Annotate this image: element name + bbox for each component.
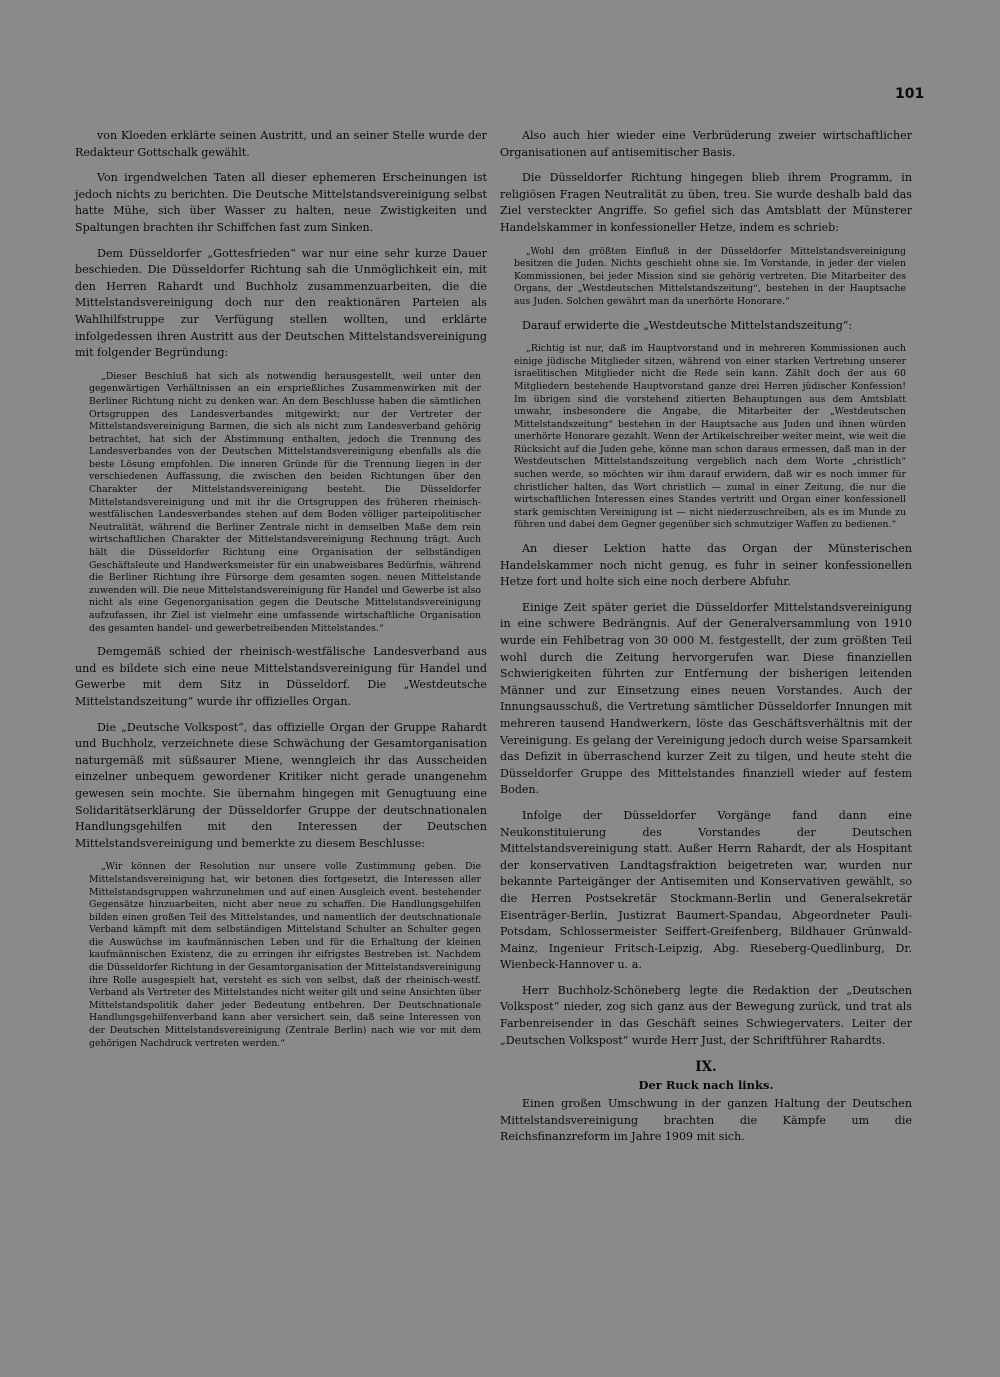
block-quote: „Wir können der Resolution nur unsere volle Zustimmung geben. Die Mittelstandsvereinigung hat, wir betonen dies fortgesetzt, die Interessen aller Mittelstandsgruppen wahrzunehmen und auf einen Ausgleich event. bestehender Gegensätze hinzuarbeiten, nicht aber neue zu schaffen. Die Handlungsgehilfen bilden einen großen Teil des Mittelstandes, und namentlich der deutschnationale Verband kämpft mit dem selbständigen Mittelstand Schulter an Schulter gegen die Auswüchse im kaufmännischen Leben und für die Erhaltung der kleinen kaufmännischen Existenz, die zu erringen ihr eifrigstes Bestreben ist. Nachdem die Düsseldorfer Richtung in der Gesamtorganisation der Mittelstandsvereinigung ihre Rolle ausgespielt hat, versteht es sich von selbst, daß der rheinisch-westf. Verband als Vertreter des Mittelstandes nicht weiter gilt und seine Ansichten über Mittelstandspolitik daher jeder Bedeutung entbehren. Der Deutschnationale Handlungsgehilfenverband kann aber versichert sein, daß seine Interessen von der Deutschen Mittelstandsvereinigung (Zentrale Berlin) nach wie vor mit dem gehörigen Nachdruck vertreten werden.“ xyxy=(89,861,481,1049)
left-column xyxy=(75,128,487,1059)
paragraph: Von irgendwelchen Taten all dieser ephemeren Erscheinungen ist jedoch nichts zu berichten. Die Deutsche Mittelstandsvereinigung selbst hatte Mühe, sich über Wasser zu halten, neue Zwistigkeiten und Spaltungen brachten ihr Schiffchen fast zum Sinken. xyxy=(75,171,487,234)
paragraph: Die „Deutsche Volkspost“, das offizielle Organ der Gruppe Rahardt und Buchholz, verzeichnete diese Schwächung der Gesamtorganisation naturgemäß mit süßsaurer Miene, wenngleich ihr das Ausscheiden einzelner unbequem gewordener Kritiker nicht gerade unangenehm gewesen sein mochte. Sie übernahm hingegen mit Genugtuung eine Solidaritätserklärung der Düsseldorfer Gruppe der deutschnationalen Handlungsgehilfen mit den Interessen der Deutschen Mittelstandsvereinigung und bemerkte zu diesem Beschlusse: xyxy=(75,720,487,850)
paragraph: Demgemäß schied der rheinisch-westfälische Landesverband aus und es bildete sich eine neue Mittelstandsvereinigung für Handel und Gewerbe mit dem Sitz in Düsseldorf. Die „Westdeutsche Mittelstandszeitung“ wurde ihr offizielles Organ. xyxy=(75,645,487,708)
paragraph: von Kloeden erklärte seinen Austritt, und an seiner Stelle wurde der Redakteur Gottschalk gewählt. xyxy=(75,129,487,159)
block-quote: „Dieser Beschluß hat sich als notwendig herausgestellt, weil unter den gegenwärtigen Verhältnissen an ein ersprießliches Zusammenwirken mit der Berliner Richtung nicht zu denken war. An dem Beschlusse haben die sämtlichen Ortsgruppen des Landesverbandes mitgewirkt; nur der Vertreter der Mittelstandsvereinigung Barmen, die sich als nicht zum Landesverband gehörig betrachtet, hat sich der Abstimmung enthalten, jedoch die Trennung des Landesverbandes von der Deutschen Mittelstandsvereinigung ebenfalls als die beste Lösung empfohlen. Die inneren Gründe für die Trennung liegen in der verschiedenen Auffassung, die zwischen den beiden Richtungen über den Charakter der Mittelstandsvereinigung besteht. Die Düsseldorfer Mittelstandsvereinigung und mit ihr die Ortsgruppen des früheren rheinisch-westfälischen Landesverbandes stehen auf dem Boden völliger parteipolitischer Neutralität, während die Berliner Zentrale nicht in demselben Maße dem rein wirtschaftlichen Charakter der Mittelstandsvereinigung Rechnung trägt. Auch hält die Düsseldorfer Richtung eine Organisation der selbständigen Geschäftsleute und Handwerksmeister für ein unabweisbares Bedürfnis, während die Berliner Richtung ihre Fürsorge dem gesamten sogen. neuen Mittelstande zuwenden will. Die neue Mittelstandsvereinigung für Handel und Gewerbe ist also nicht als eine Gegenorganisation gegen die Deutsche Mittelstandsvereinigung aufzufassen, ihr Ziel ist vielmehr eine umfassende wirtschaftliche Organisation des gesamten handel- und gewerbetreibenden Mittelstandes.“ xyxy=(89,370,481,634)
paragraph: Dem Düsseldorfer „Gottesfrieden“ war nur eine sehr kurze Dauer beschieden. Die Düsseldorfer Richtung sah die Unmöglichkeit ein, mit den Herren Rahardt und Buchholz zusammenzuarbeiten, die die Mittelstandsvereinigung doch nur den reaktionären Parteien als Wahlhilfstruppe zur Verfügung stellen wollten, und erklärte infolgedessen ihren Austritt aus der Deutschen Mittelstandsvereinigung mit folgender Begründung: xyxy=(75,246,487,360)
paragraph: Einen großen Umschwung in der ganzen Haltung der Deutschen Mittelstandsvereinigung brachten die Kämpfe um die Reichsfinanzreform im Jahre 1909 mit sich. xyxy=(500,1097,912,1144)
paragraph: Herr Buchholz-Schöneberg legte die Redaktion der „Deutschen Volkspost“ nieder, zog sich ganz aus der Bewegung zurück, und trat als Farbenreisender in das Geschäft seines Schwiegervaters. Leiter der „Deutschen Volkspost“ wurde Herr Just, der Schriftführer Rahardts. xyxy=(500,983,912,1047)
paragraph: Also auch hier wieder eine Verbrüderung zweier wirtschaftlicher Organisationen auf antisemitischer Basis. xyxy=(500,129,912,159)
paragraph: Einige Zeit später geriet die Düsseldorfer Mittelstandsvereinigung in eine schwere Bedrängnis. Auf der Generalversammlung von 1910 wurde ein Fehlbetrag von 30 000 M. festgestellt, der zum größten Teil wohl durch die Zeitung hervorgerufen war. Diese finanziellen Schwierigkeiten führten zur Entfernung der bisherigen leitenden Männer und zur Einsetzung eines neuen Vorstandes. Auch der Innungsausschuß, die Vertretung sämtlicher Düsseldorfer Innungen mit mehreren tausend Handwerkern, löste das Geschäftsverhältnis mit der Vereinigung. Es gelang der Vereinigung jedoch durch weise Sparsamkeit das Defizit in überraschend kurzer Zeit zu tilgen, und heute steht die Düsseldorfer Gruppe des Mittelstandes finanziell wieder auf festem Boden. xyxy=(500,600,912,797)
right-column xyxy=(500,128,912,1155)
chapter-title: Der Ruck nach links. xyxy=(638,1078,774,1093)
paragraph: Darauf erwiderte die „Westdeutsche Mittelstandszeitung“: xyxy=(522,318,853,332)
paragraph: Infolge der Düsseldorfer Vorgänge fand dann eine Neukonstituierung des Vorstandes der Deutschen Mittelstandsvereinigung statt. Außer Herrn Rahardt, der als Hospitant der konservativen Landtagsfraktion beigetreten war, wurden nur bekannte Parteigänger der Antisemiten und Konservativen gewählt, so die Herren Postsekretär Stockmann-Berlin und Generalsekretär Eisenträger-Berlin, Justizrat Baumert-Spandau, Abgeordneter Pauli-Potsdam, Schlossermeister Seiffert-Greifenberg, Bildhauer Grünwald-Mainz, Ingenieur Fritsch-Leipzig, Abg. Rieseberg-Quedlinburg, Dr. Wienbeck-Hannover u. a. xyxy=(500,808,912,972)
block-quote: „Richtig ist nur, daß im Hauptvorstand und in mehreren Kommissionen auch einige jüdische Mitglieder sitzen, während von einer starken Vertretung unserer israelitischen Mitglieder nicht die Rede sein kann. Zählt doch der aus 60 Mitgliedern bestehende Hauptvorstand ganze drei Herren jüdischer Konfession! Im übrigen sind die vorstehend zitierten Behauptungen aus dem Amtsblatt unwahr, insbesondere die Angabe, die Mitarbeiter der „Westdeutschen Mittelstandszeitung“ bestehen in der Hauptsache aus Juden und ihnen würden unerhörte Honorare gezahlt. Wenn der Artikelschreiber weiter meint, wie weit die Rücksicht auf die Juden gehe, könne man schon daraus ermessen, daß man in der Westdeutschen Mittelstandszeitung vergeblich nach dem Worte „christlich“ suchen werde, so möchten wir ihm darauf erwidern, daß wir es noch immer für christlicher halten, das Wort christlich — zumal in einer Zeitung, die nur die wirtschaftlichen Interessen eines Standes vertritt und Organ einer konfessionell stark gemischten Vereinigung ist — nicht niederzuschreiben, als es im Munde zu führen und dabei dem Gegner gegenüber sich schmutziger Waffen zu bedienen.“ xyxy=(514,343,906,531)
chapter-number: IX. xyxy=(695,1059,717,1076)
page-number: 101 xyxy=(895,86,925,102)
paragraph: An dieser Lektion hatte das Organ der Münsterischen Handelskammer noch nicht genug, es fuhr in seiner konfessionellen Hetze fort und holte sich eine noch derbere Abfuhr. xyxy=(500,542,912,589)
block-quote: „Wohl den größten Einfluß in der Düsseldorfer Mittelstandsvereinigung besitzen die Juden. Nichts geschieht ohne sie. Im Vorstande, in jeder der vielen Kommissionen, bei jeder Mission sind sie gehörig vertreten. Die Mitarbeiter des Organs, der „Westdeutschen Mittelstandszeitung“, bestehen in der Hauptsache aus Juden. Solchen gewährt man da unerhörte Honorare.“ xyxy=(514,245,906,307)
paragraph: Die Düsseldorfer Richtung hingegen blieb ihrem Programm, in religiösen Fragen Neutralität zu üben, treu. Sie wurde deshalb bald das Ziel versteckter Angriffe. So gefiel sich das Amtsblatt der Münsterer Handelskammer in konfessioneller Hetze, indem es schrieb: xyxy=(500,171,912,234)
